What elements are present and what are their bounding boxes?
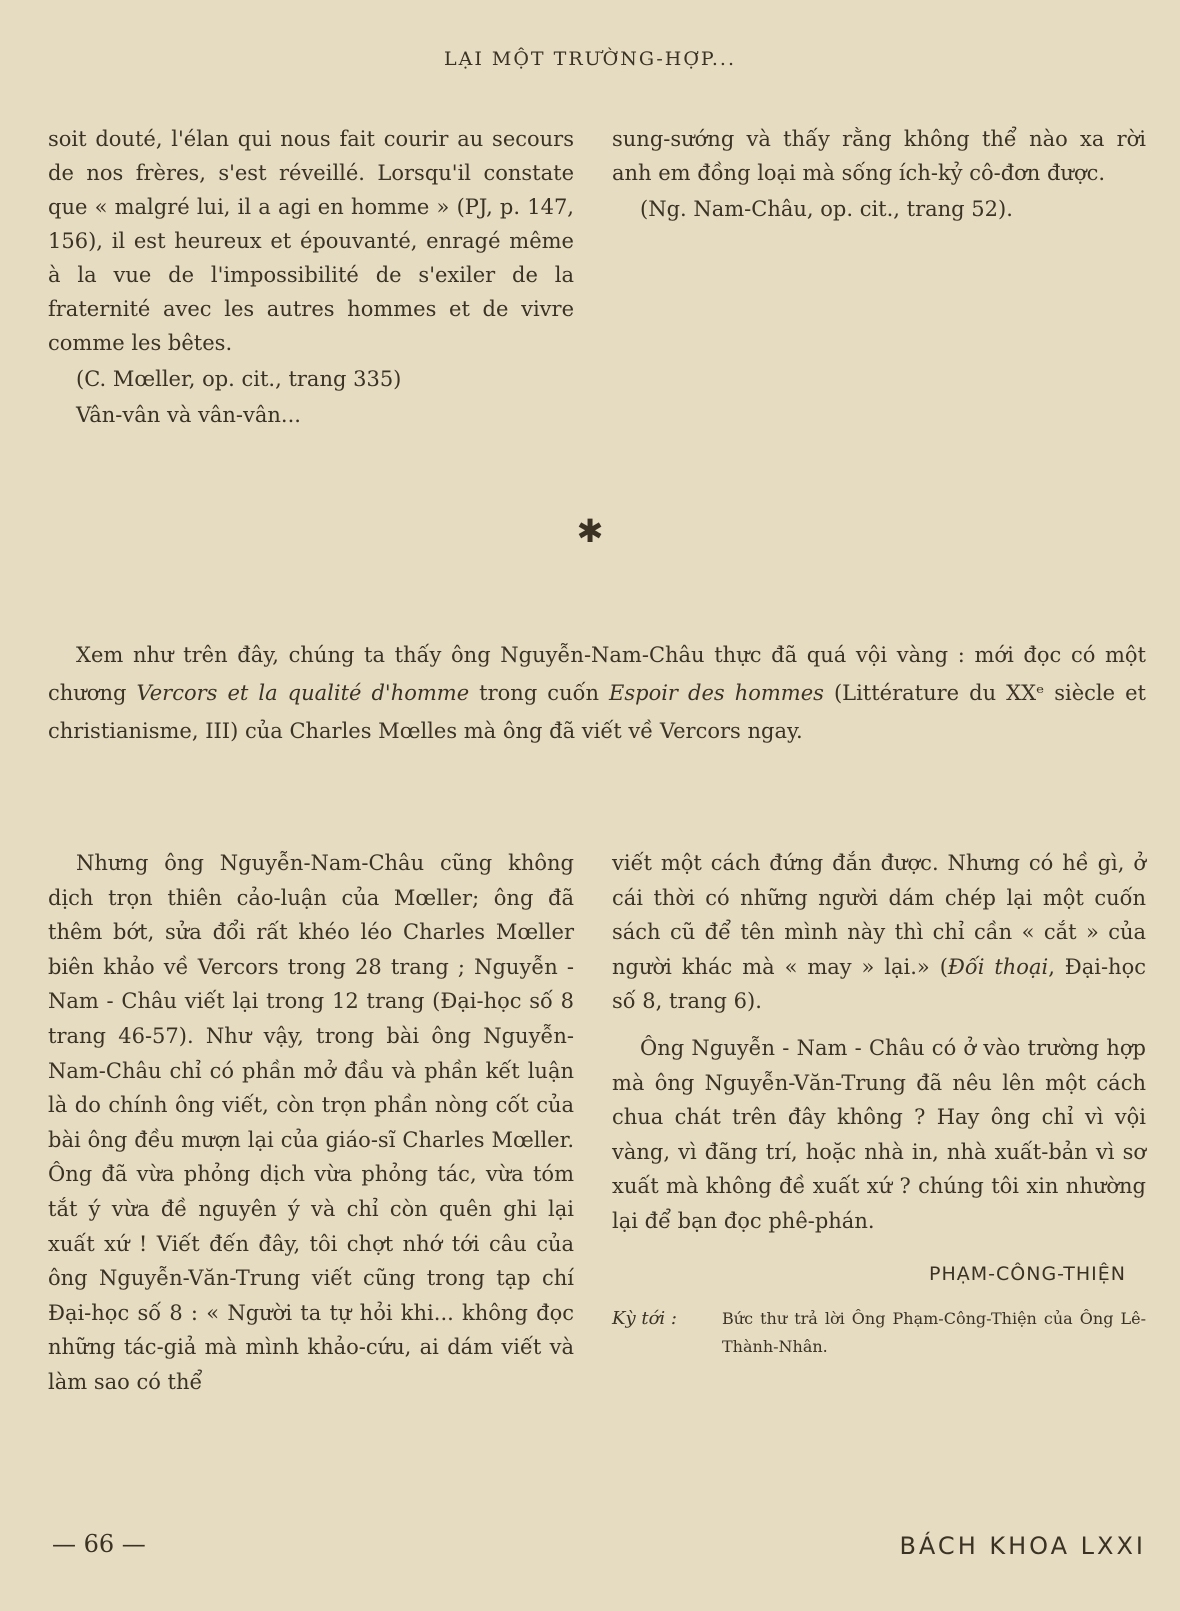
top-right-paragraph: sung-sướng và thấy rằng không thể nào xa rời anh em đồng loại mà sống ích-kỷ cô-đơn được. [612,127,1146,185]
bottom-right-paragraph-1 [612,846,1146,1019]
bottom-left-column [48,846,574,1400]
bottom-right-paragraph-2: Ông Nguyễn - Nam - Châu có ở vào trường hợp mà ông Nguyễn-Văn-Trung đã nêu lên một cách chua chát trên đây không ? Hay ông chỉ vì vội vàng, vì đãng trí, hoặc nhà in, nhà xuất-bản vì sơ xuất mà không đề xuất xứ ? chúng tôi xin nhường lại để bạn đọc phê-phán. [612,1035,1146,1233]
author-signature: PHẠM-CÔNG-THIỆN [929,1262,1126,1285]
br-text-2: , Đại-học số 8, trang 6). [612,954,1146,1014]
magazine-issue: BÁCH KHOA LXXI [899,1532,1146,1560]
full-width-paragraph [48,636,1146,750]
section-separator-icon: ✱ [576,512,604,550]
next-issue-label: Kỳ tới : [612,1308,677,1330]
top-left-etc: Vân-vân và vân-vân... [76,403,301,427]
fw-text-2: trong cuốn [469,681,610,705]
br-text-1: viết một cách đứng đắn được. Nhưng có hề gì, ở cái thời có những người dám chép lại một cuốn sách cũ để tên mình này thì chỉ cần « cắt » của người khác mà « may » lại.» ( [612,851,1146,979]
bottom-left-paragraph: Nhưng ông Nguyễn-Nam-Châu cũng không dịch trọn thiên cảo-luận của Mœller; ông đã thêm bớt, sửa đổi rất khéo léo Charles Mœller biên khảo về Vercors trong 28 trang ; Nguyễn - Nam - Châu viết lại trong 12 trang (Đại-học số 8 trang 46-57). Như vậy, trong bài ông Nguyễn-Nam-Châu chỉ có phần mở đầu và phần kết luận là do chính ông viết, còn trọn phần nòng cốt của bài ông đều mượn lại của giáo-sĩ Charles Mœller. Ông đã vừa phỏng dịch vừa phỏng tác, vừa tóm tắt ý vừa đề nguyên ý và chỉ còn quên ghi lại xuất xứ ! Viết đến đây, tôi chợt nhớ tới câu của ông Nguyễn-Văn-Trung viết cũng trong tạp chí Đại-học số 8 : « Người ta tự hỏi khi... không đọc những tác-giả mà mình khảo-cứu, ai dám viết và làm sao có thể [48,851,574,1394]
fw-text-1: Xem như trên đây, chúng ta thấy ông Nguyễn-Nam-Châu thực đã quá vội vàng : mới đọc có một chương [48,643,1146,705]
next-issue-text: Bức thư trả lời Ông Phạm-Công-Thiện của Ông Lê-Thành-Nhân. [722,1309,1146,1357]
top-left-paragraph: soit douté, l'élan qui nous fait courir au secours de nos frères, s'est réveillé. Lorsqu'il constate que « malgré lui, il a agi en homme » (PJ, p. 147, 156), il est heureux et épouvanté, enragé même à la vue de l'impossibilité de s'exiler de la fraternité avec les autres hommes et de vivre comme les bêtes. [48,127,574,355]
top-right-column [612,122,1146,226]
top-right-citation: (Ng. Nam-Châu, op. cit., trang 52). [640,197,1013,221]
fw-italic-title-1: Vercors et la qualité d'homme [136,681,470,705]
bottom-right-column [612,846,1146,1361]
fw-text-3: (Littérature du XXᵉ siècle et christianisme, III) của Charles Mœlles mà ông đã viết về Vercors ngay. [48,681,1146,743]
top-left-column [48,122,574,432]
br-italic-title: Đối thoại [947,954,1049,979]
running-head: LẠI MỘT TRƯỜNG-HỢP... [444,48,736,70]
fw-italic-title-2: Espoir des hommes [609,681,824,705]
top-left-citation: (C. Mœller, op. cit., trang 335) [76,367,402,391]
page-number: — 66 — [52,1530,146,1558]
next-issue-note [612,1305,1146,1361]
